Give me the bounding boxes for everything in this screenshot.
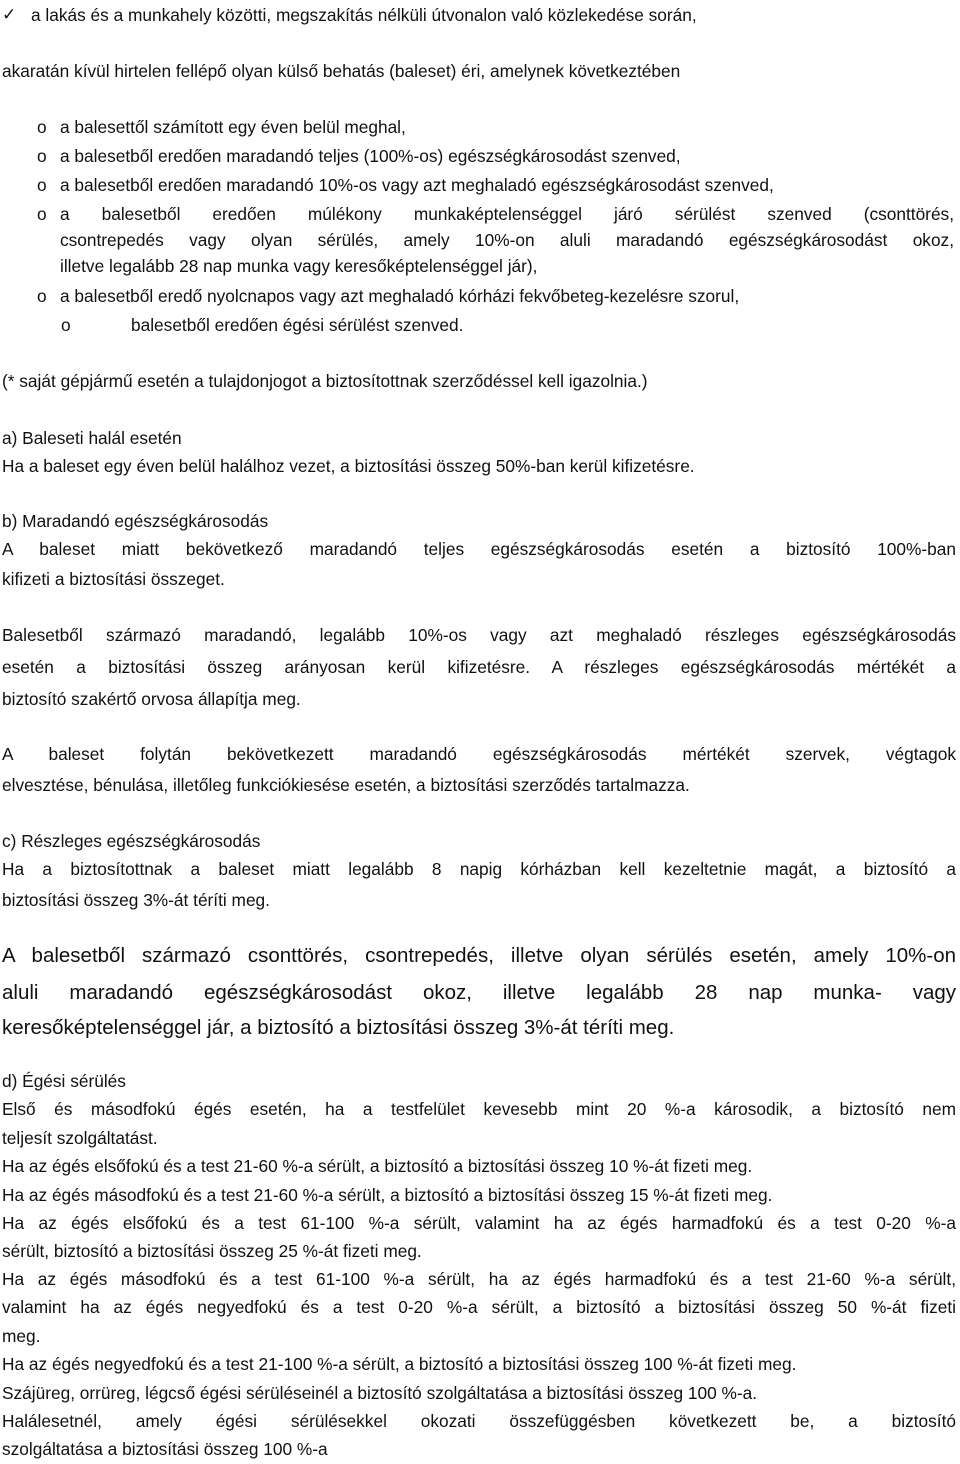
- bullet-marker: o: [37, 204, 47, 224]
- section-c-p2-line-1: A balesetből származó csonttörés, csontrepedés, illetve olyan sérülés esetén, amely 10%-on: [2, 944, 956, 967]
- bullet-text: a balesetből eredően múlékony munkaképtelenséggel járó sérülést szenved (csonttörés,: [60, 204, 954, 224]
- section-b-p1-line-1: A baleset miatt bekövetkező maradandó teljes egészségkárosodás esetén a biztosító 100%-ban: [2, 539, 956, 559]
- bullet-marker: o: [37, 117, 47, 137]
- section-c-p1-line-1: Ha a biztosítottnak a baleset miatt legalább 8 napig kórházban kell kezeltetnie magát, a biztosító a: [2, 859, 956, 879]
- bullet-text: csontrepedés vagy olyan sérülés, amely 10%-on aluli maradandó egészségkárosodást okoz,: [60, 230, 954, 250]
- section-d-line: Első és másodfokú égés esetén, ha a testfelület kevesebb mint 20 %-a károsodik, a biztosító nem: [2, 1099, 956, 1119]
- bullet-marker: o: [37, 146, 47, 166]
- section-c-p2-line-2: aluli maradandó egészségkárosodást okoz, illetve legalább 28 nap munka- vagy: [2, 981, 956, 1004]
- section-d-line: valamint ha az égés negyedfokú és a test 0-20 %-a sérült, a biztosító a biztosítási összeg 50 %-át fizeti: [2, 1297, 956, 1317]
- bullet-marker: o: [37, 175, 47, 195]
- bullet-marker: o: [37, 286, 47, 306]
- section-d-line: Ha az égés másodfokú és a test 61-100 %-a sérült, ha az égés harmadfokú és a test 21-60 %-a sérült,: [2, 1269, 956, 1289]
- section-b-p2-line-1: Balesetből származó maradandó, legalább 10%-os vagy azt meghaladó részleges egészségkárosodás: [2, 625, 956, 645]
- intro-text-2: akaratán kívül hirtelen fellépő olyan külső behatás (baleset) éri, amelynek következtében: [2, 61, 681, 81]
- intro-text-1: a lakás és a munkahely közötti, megszakítás nélküli útvonalon való közlekedése során,: [31, 5, 697, 25]
- bullet-text: a balesettől számított egy éven belül meghal,: [60, 117, 406, 137]
- section-b-p3-line-1: A baleset folytán bekövetkezett maradandó egészségkárosodás mértékét szervek, végtagok: [2, 744, 956, 764]
- bullet-text: a balesetből eredően maradandó teljes (100%-os) egészségkárosodást szenved,: [60, 146, 681, 166]
- section-d-line: Halálesetnél, amely égési sérülésekkel okozati összefüggésben következett be, a biztosító: [2, 1411, 956, 1431]
- bullet-marker: o: [61, 315, 71, 335]
- section-d-line: Ha az égés elsőfokú és a test 61-100 %-a sérült, valamint ha az égés harmadfokú és a test 0-20 %-a: [2, 1213, 956, 1233]
- bullet-text: a balesetből eredően maradandó 10%-os vagy azt meghaladó egészségkárosodást szenved,: [60, 175, 774, 195]
- bullet-text: illetve legalább 28 nap munka vagy keresőképtelenséggel jár),: [60, 256, 538, 276]
- checkmark-icon: ✓: [2, 5, 17, 24]
- section-b-p2-line-2: esetén a biztosítási összeg arányosan kerül kifizetésre. A részleges egészségkárosodás mértékét a: [2, 657, 956, 677]
- bullet-text: balesetből eredően égési sérülést szenved.: [131, 315, 464, 335]
- bullet-text: a balesetből eredő nyolcnapos vagy azt meghaladó kórházi fekvőbeteg-kezelésre szorul,: [60, 286, 740, 306]
